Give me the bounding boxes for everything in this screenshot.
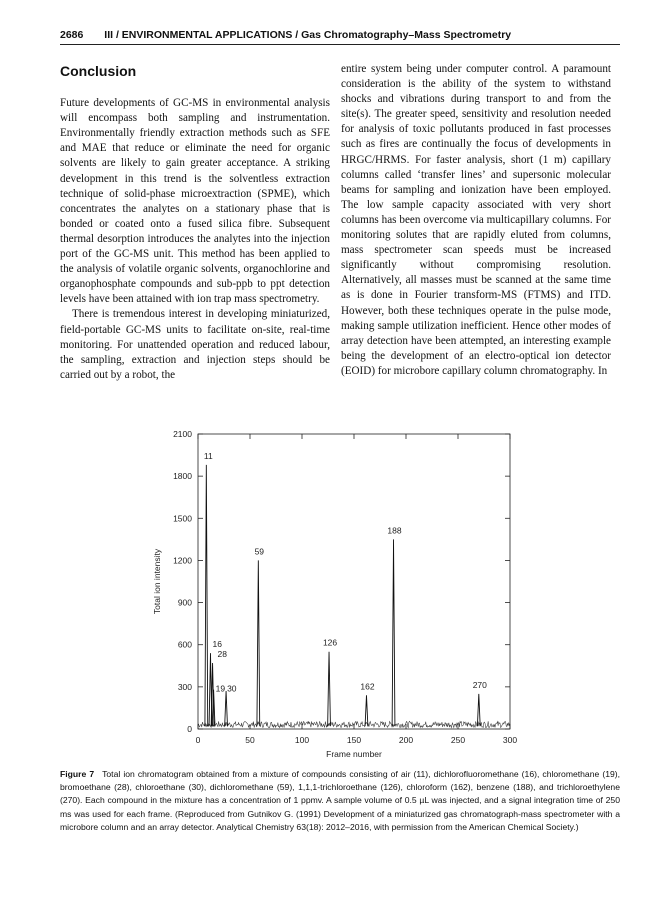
peak-label-28: 28 — [217, 648, 228, 659]
peak-label-59: 59 — [254, 546, 265, 557]
y-tick-label: 1200 — [173, 555, 192, 566]
peak-label-162: 162 — [360, 681, 375, 692]
peak-59 — [257, 560, 260, 726]
page-number: 2686 — [60, 29, 84, 41]
y-tick-label: 600 — [177, 639, 192, 650]
x-tick-label: 250 — [450, 735, 466, 745]
y-tick-label: 1500 — [173, 513, 192, 524]
peak-labels — [204, 451, 487, 694]
x-tick-label: 200 — [398, 735, 414, 745]
y-tick-label: 0 — [187, 724, 192, 734]
y-tick-label: 300 — [177, 681, 192, 692]
peak-label-270: 270 — [472, 679, 487, 690]
peak-series — [205, 465, 480, 726]
plot-frame — [198, 434, 510, 729]
peak-label-126: 126 — [322, 637, 338, 648]
paragraph: There is tremendous interest in developing miniaturized, field-portable GC-MS units to facilitate on-site, real-time monitoring. For unattended operation and reduced labour, the sampling, extraction and injection steps should be carried out by a robot, the — [60, 308, 330, 381]
peak-label-19: 19 — [215, 683, 226, 694]
x-axis-label: Frame number — [326, 749, 382, 759]
section-heading: Conclusion — [60, 63, 137, 79]
peak-188 — [392, 539, 395, 726]
peak-30 — [225, 691, 228, 726]
running-title: III / ENVIRONMENTAL APPLICATIONS / Gas Chromatography–Mass Spectrometry — [104, 29, 512, 41]
x-tick-label: 50 — [245, 735, 255, 745]
peak-label-16: 16 — [212, 639, 222, 650]
y-tick-label: 2100 — [173, 429, 192, 439]
x-tick-label: 150 — [346, 735, 362, 745]
y-tick-label: 900 — [177, 597, 192, 608]
x-tick-label: 0 — [195, 735, 201, 745]
peak-11 — [205, 465, 208, 726]
peak-162 — [365, 695, 368, 726]
paragraph: Future developments of GC-MS in environmental analysis will encompass both sampling and instrumentation. Environmentally friendly extraction methods such as SFE and MAE that reduce or eliminate the need for organic solvents are likely to gain greater acceptance. A striking development in this trend is the solventless extraction technique of solid-phase microextraction (SPME), which concentrates the analytes on a stationary phase that is bonded or coated onto a fused silica fibre. Subsequent thermal desorption introduces the analytes into the injection port of the GC-MS unit. This method has been applied to the analysis of volatile organic solvents, organochlorine and organophosphate compounds and sub-ppb to ppt detection levels have been attained with ion trap mass spectrometry. — [60, 97, 330, 306]
figure-label: Figure 7 — [60, 769, 95, 779]
paragraph: entire system being under computer control. A paramount consideration is the ability of the system to withstand shocks and vibrations during transport to and from the site(s). The greater speed, sensitivity and resolution needed for analysis of toxic pollutants produced in fast processes such as fires are continually the focus of developments in HRGC/HRMS. For faster analysis, short (1 m) capillary columns called ‘transfer lines’ and supersonic molecular beams for sampling and ionization have been employed. The low sample capacity associated with very short columns has been overcome via multicapillary columns. For monitoring solutes that are rapidly eluted from columns, mass spectrometer scan speeds must be increased significantly without compromising resolution. Alternatively, all masses must be scanned at the same time as is done in Fourier transform-MS (FTMS) and ITD. However, both these techniques operate in the pulse mode, making sample utilization inefficient. Hence other modes of array detection have been attempted, an interesting example being the development of an electro-optical ion detector (EOID) for microbore capillary column chromatography. In — [341, 63, 611, 377]
caption-text: Total ion chromatogram obtained from a mixture of compounds consisting of air (11), dichlorofluoromethane (16), chloromethane (19), bromoethane (28), chloroethane (30), dichloromethane (59), 1,1,1-trichloroethane (126), chloroform (162), benzene (188), and trichloroethylene (270). Each compound in the mixture has a concentration of 1 ppmv. A sample volume of 0.5 µL was injected, and a signal integration time of 250 ms was used for each frame. (Reproduced from Gutnikov G. (1991) Development of a miniaturized gas chromatograph-mass spectrometer with a microbore column and an array detector. Analytical Chemistry 63(18): 2012–2016, with permission from the American Chemical Society.) — [60, 769, 620, 832]
y-axis-label: Total ion intensity — [152, 548, 162, 615]
peak-126 — [328, 652, 331, 726]
peak-label-30: 30 — [227, 683, 237, 694]
figure-caption — [60, 768, 620, 834]
peak-270 — [477, 694, 480, 726]
x-tick-label: 100 — [294, 735, 310, 745]
peak-label-188: 188 — [387, 525, 402, 536]
x-tick-label: 300 — [502, 735, 518, 745]
peak-label-11: 11 — [203, 450, 213, 461]
y-tick-label: 1800 — [173, 471, 192, 482]
